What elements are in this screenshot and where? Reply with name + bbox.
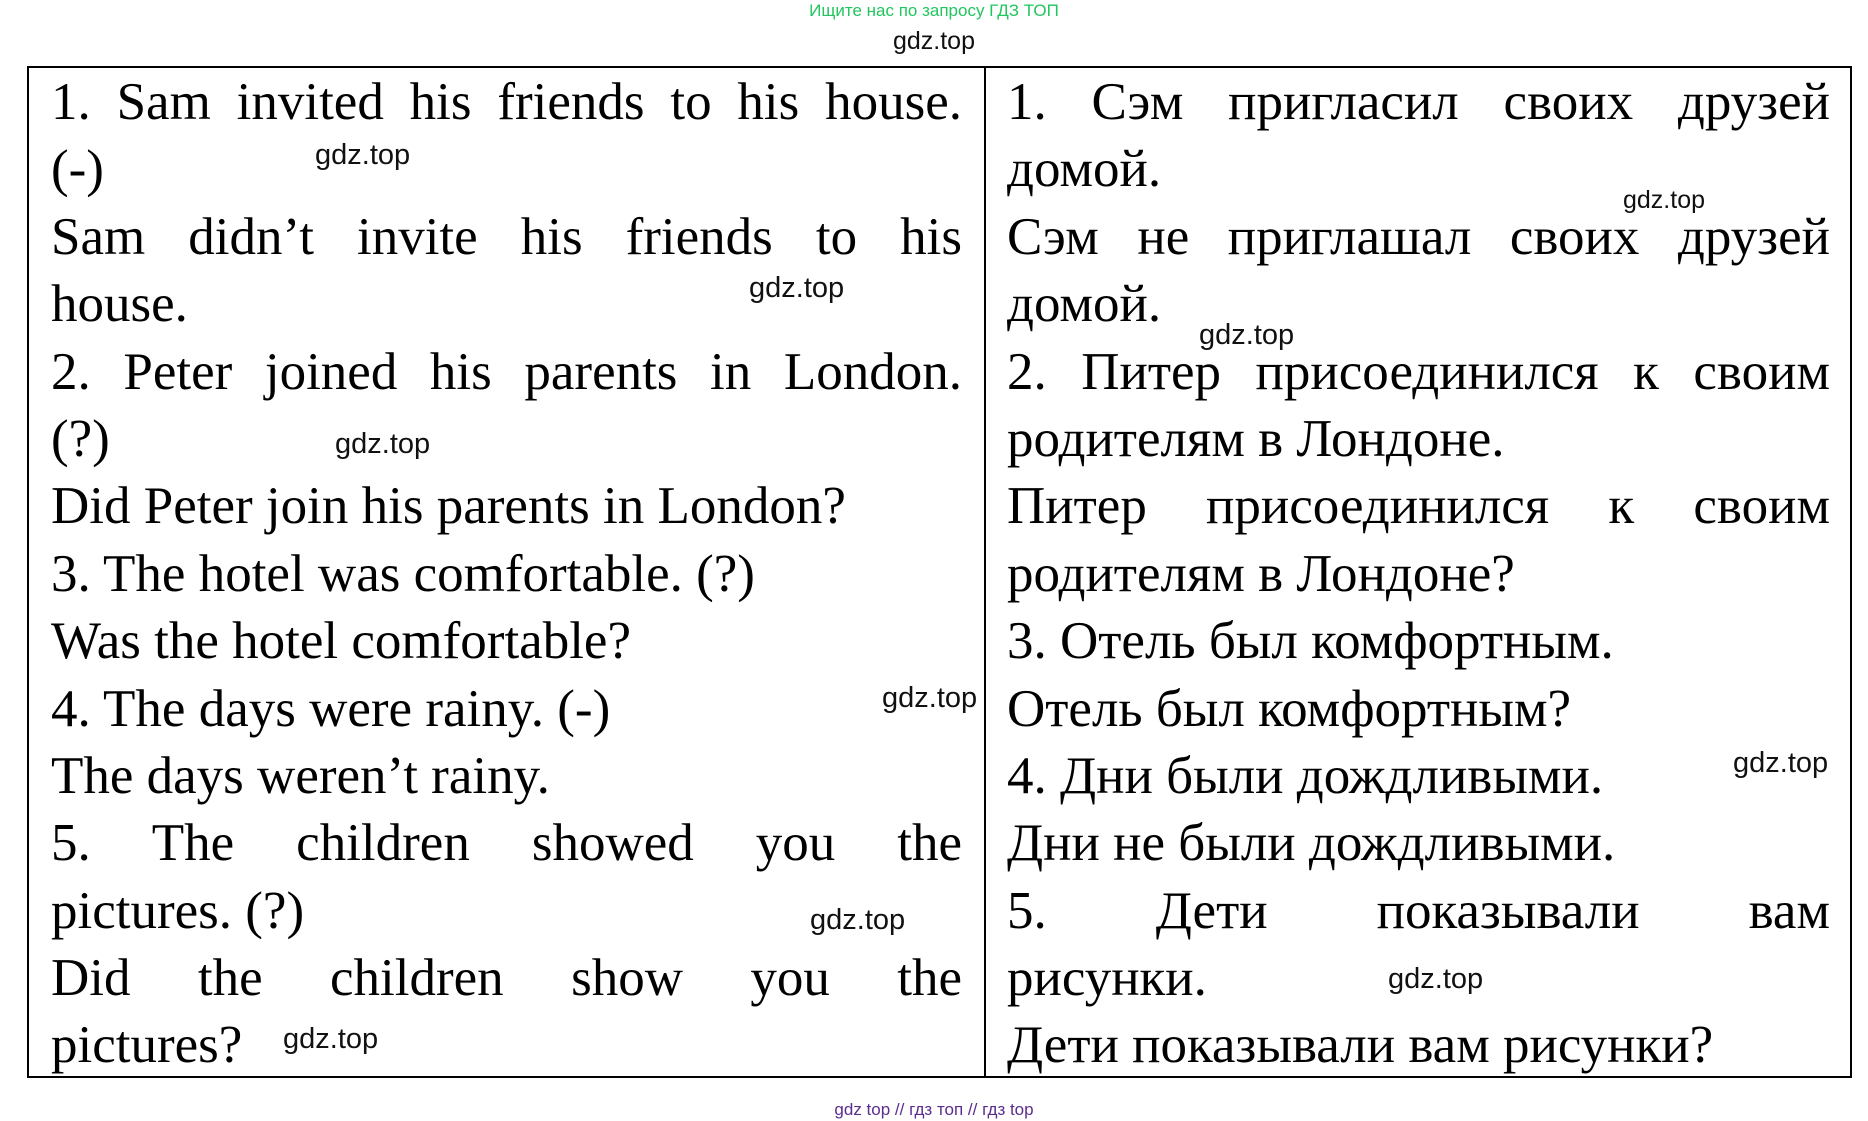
russian-column <box>1007 69 1830 1080</box>
english-line: Did Peter join his parents in London? <box>51 477 846 536</box>
russian-line: 1. Сэм пригласил своих друзей <box>1007 73 1830 131</box>
english-line: (-) <box>51 140 104 199</box>
watermark: gdz.top <box>810 904 906 936</box>
watermark: gdz.top <box>1733 747 1829 779</box>
watermark: gdz.top <box>749 272 845 304</box>
russian-line: родителям в Лондоне? <box>1007 544 1515 603</box>
english-line: Sam didn’t invite his friends to his <box>51 207 962 266</box>
russian-line: Отель был комфортным? <box>1007 679 1572 738</box>
watermark: gdz.top <box>882 682 978 714</box>
watermark: gdz.top <box>335 428 431 460</box>
english-line: (?) <box>51 409 110 468</box>
english-line: 2. Peter joined his parents in London. <box>51 342 962 401</box>
footer-links: gdz top // гдз топ // гдз top <box>834 1100 1034 1119</box>
answer-table <box>27 66 1852 1078</box>
english-line: 3. The hotel was comfortable. (?) <box>51 544 755 603</box>
english-line: 1. Sam invited his friends to his house. <box>51 73 962 131</box>
english-line: 5. The children showed you the <box>51 814 962 873</box>
site-watermark-top: gdz.top <box>892 27 975 55</box>
watermark: gdz.top <box>1199 319 1295 351</box>
watermark: gdz.top <box>315 139 411 171</box>
english-line: 4. The days were rainy. (-) <box>51 679 611 738</box>
search-hint-banner: Ищите нас по запросу ГДЗ ТОП <box>809 1 1059 20</box>
russian-line: 2. Питер присоединился к своим <box>1007 342 1830 401</box>
russian-line: Дети показывали вам рисунки? <box>1007 1016 1714 1075</box>
column-divider <box>984 68 986 1076</box>
english-line: Did the children show you the <box>51 949 962 1008</box>
russian-line: Питер присоединился к своим <box>1007 477 1830 536</box>
russian-line: Сэм не приглашал своих друзей <box>1007 207 1830 266</box>
russian-line: родителям в Лондоне. <box>1007 409 1505 468</box>
russian-line: Дни не были дождливыми. <box>1007 814 1616 873</box>
english-line: house. <box>51 275 188 334</box>
watermark: gdz.top <box>1388 963 1484 995</box>
russian-line: домой. <box>1007 275 1162 334</box>
english-line: pictures? <box>51 1016 243 1075</box>
watermark: gdz.top <box>283 1023 379 1055</box>
english-line: The days weren’t rainy. <box>51 746 550 805</box>
russian-line: 4. Дни были дождливыми. <box>1007 746 1604 805</box>
russian-line: домой. <box>1007 140 1162 199</box>
english-line: Was the hotel comfortable? <box>51 612 631 671</box>
russian-line: 3. Отель был комфортным. <box>1007 612 1614 671</box>
russian-line: рисунки. <box>1007 949 1207 1008</box>
english-line: pictures. (?) <box>51 881 305 940</box>
watermark: gdz.top <box>1623 186 1706 214</box>
russian-line: 5. Дети показывали вам <box>1007 881 1830 940</box>
